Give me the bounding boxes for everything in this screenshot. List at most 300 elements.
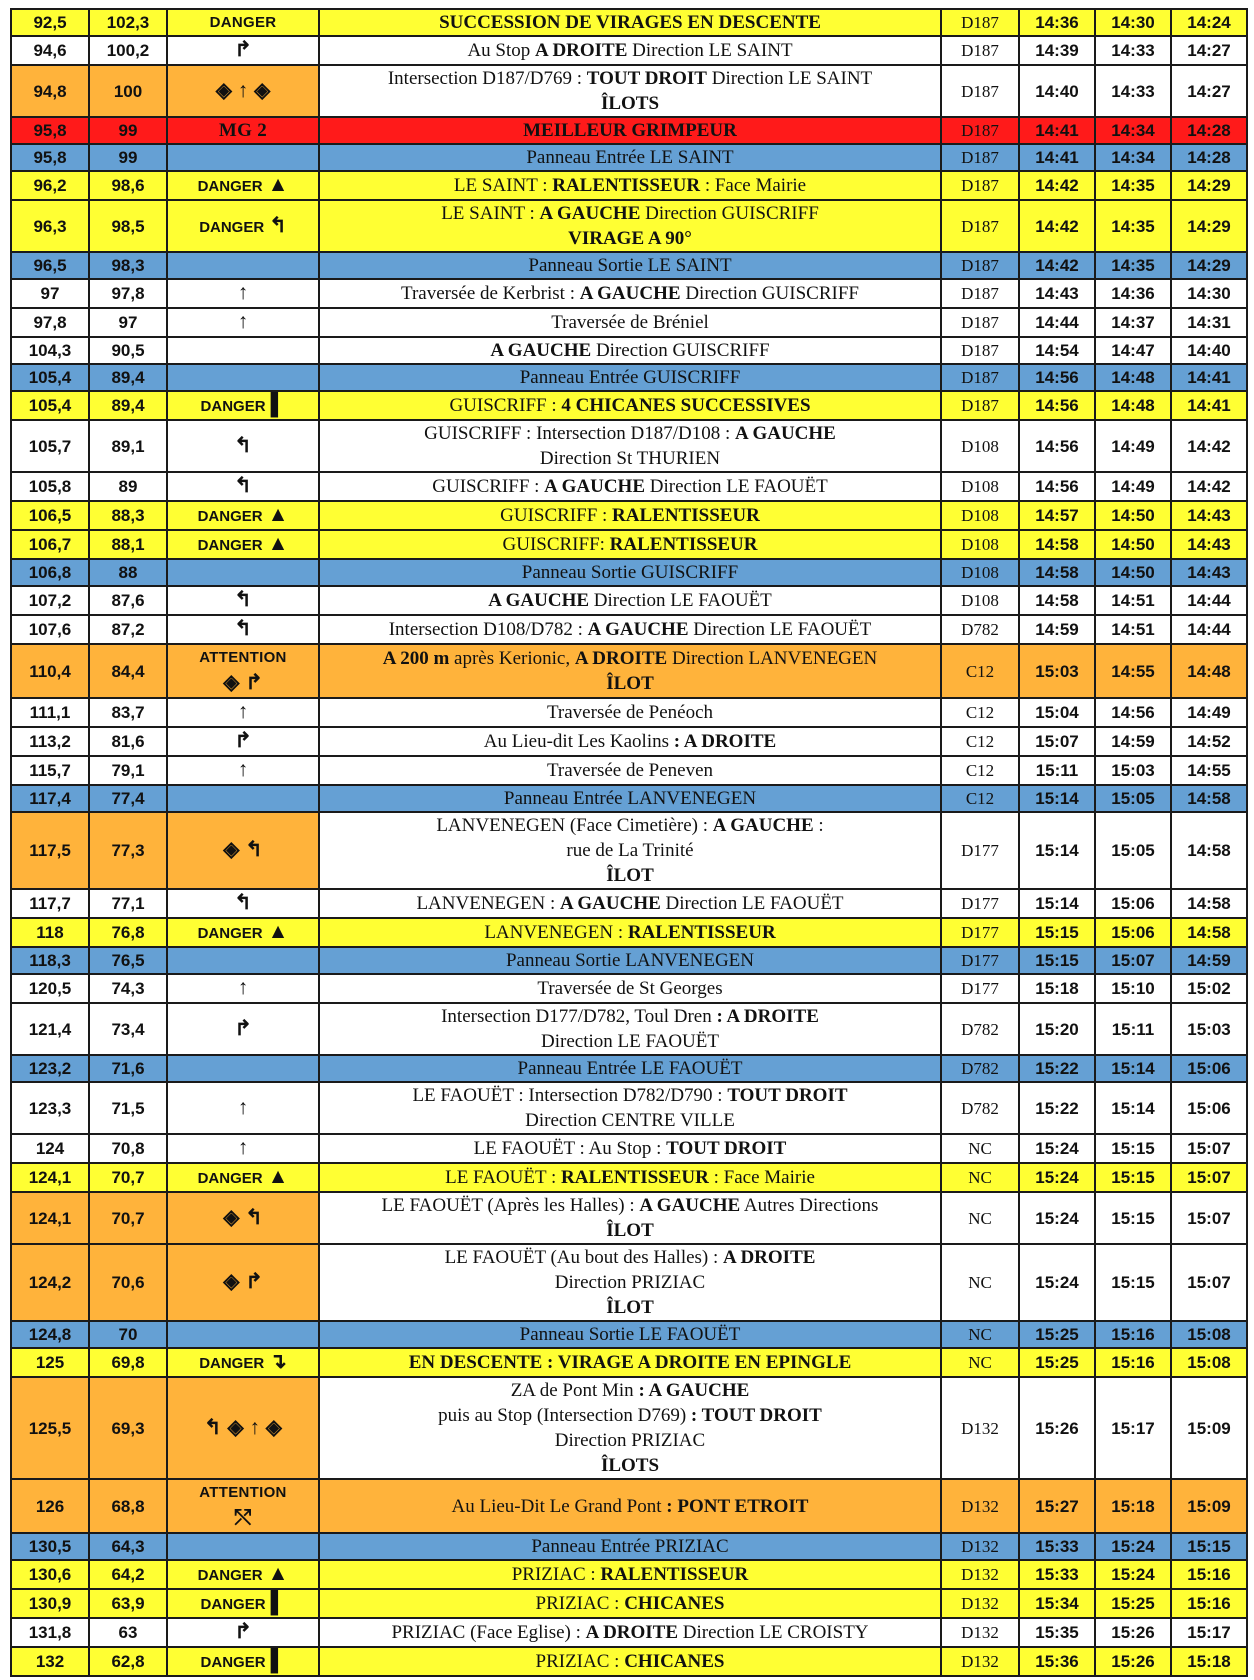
km-remaining-cell: 64,3	[89, 1533, 167, 1560]
road-cell: D177	[941, 812, 1019, 889]
description-line	[324, 617, 936, 642]
time-cell-2: 15:15	[1095, 1244, 1171, 1321]
km-remaining-cell: 68,8	[89, 1479, 167, 1533]
emphasis-text: SUCCESSION DE VIRAGES EN DESCENTE	[439, 12, 821, 33]
time-cell-2: 15:26	[1095, 1618, 1171, 1647]
km-remaining-cell: 90,5	[89, 337, 167, 364]
emphasis-text: A GAUCHE	[587, 619, 689, 640]
emphasis-text: TOUT DROIT	[586, 68, 707, 89]
direction-icon: ↱	[234, 1620, 252, 1643]
time-cell-1: 15:25	[1019, 1321, 1095, 1348]
time-cell-3: 14:30	[1171, 279, 1247, 308]
emphasis-text: EN DESCENTE : VIRAGE A DROITE EN EPINGLE	[408, 1352, 852, 1373]
km-cell: 94,6	[11, 36, 89, 65]
plain-text: Au Lieu-Dit Le Grand Pont	[451, 1495, 667, 1517]
emphasis-text: VIRAGE A 90°	[568, 228, 692, 249]
plain-text: LANVENEGEN (Face Cimetière) :	[436, 815, 713, 836]
time-cell-3: 14:41	[1171, 391, 1247, 420]
description-cell	[319, 1134, 941, 1163]
emphasis-text: ÎLOT	[606, 865, 654, 886]
plain-text: LANVENEGEN :	[484, 922, 628, 943]
signal-cell	[167, 391, 319, 420]
road-cell: D177	[941, 918, 1019, 947]
table-row	[11, 1321, 1247, 1348]
km-remaining-cell: 71,6	[89, 1055, 167, 1082]
description-line	[324, 446, 936, 471]
table-row	[11, 812, 1247, 889]
km-cell: 96,5	[11, 252, 89, 279]
table-row	[11, 918, 1247, 947]
description-line	[324, 786, 936, 811]
road-cell: NC	[941, 1321, 1019, 1348]
description-cell	[319, 698, 941, 727]
signal-cell	[167, 117, 319, 144]
description-line	[324, 1649, 936, 1674]
table-row	[11, 785, 1247, 812]
km-cell: 124,1	[11, 1163, 89, 1192]
description-line	[324, 365, 936, 390]
road-cell: D132	[941, 1533, 1019, 1560]
table-row	[11, 1082, 1247, 1134]
plain-text: : Face Mairie	[708, 1167, 815, 1188]
km-cell: 124,2	[11, 1244, 89, 1321]
time-cell-2: 15:16	[1095, 1321, 1171, 1348]
plain-text: LE FAOUËT : Au Stop :	[473, 1138, 667, 1159]
direction-icon: ↰	[269, 213, 287, 237]
km-remaining-cell: 102,3	[89, 9, 167, 36]
emphasis-text: RALENTISSEUR	[552, 175, 701, 196]
time-cell-3: 15:02	[1171, 974, 1247, 1003]
plain-text: Traversée de St Georges	[537, 978, 723, 999]
description-line	[324, 863, 936, 888]
km-cell: 124,8	[11, 1321, 89, 1348]
road-cell: C12	[941, 756, 1019, 785]
road-cell: D108	[941, 530, 1019, 559]
table-row	[11, 337, 1247, 364]
description-cell	[319, 918, 941, 947]
plain-text: Panneau Sortie GUISCRIFF	[521, 562, 739, 583]
description-cell	[319, 1321, 941, 1348]
description-line	[324, 226, 936, 251]
km-cell: 105,4	[11, 364, 89, 391]
time-cell-3: 15:07	[1171, 1244, 1247, 1321]
signal-cell	[167, 1479, 319, 1533]
table-row	[11, 200, 1247, 252]
time-cell-1: 14:58	[1019, 559, 1095, 586]
time-cell-2: 14:35	[1095, 171, 1171, 200]
time-cell-3: 14:27	[1171, 36, 1247, 65]
km-remaining-cell: 88,3	[89, 501, 167, 530]
description-line	[324, 1591, 936, 1616]
time-cell-1: 14:39	[1019, 36, 1095, 65]
description-line	[324, 1083, 936, 1108]
km-cell: 130,5	[11, 1533, 89, 1560]
time-cell-1: 14:41	[1019, 144, 1095, 171]
direction-icon: ◈ ↑ ◈	[215, 78, 271, 102]
description-line	[324, 38, 936, 63]
description-line	[324, 758, 936, 783]
time-cell-1: 15:03	[1019, 644, 1095, 698]
time-cell-1: 14:56	[1019, 364, 1095, 391]
road-cell: C12	[941, 698, 1019, 727]
road-cell: NC	[941, 1163, 1019, 1192]
table-row	[11, 1560, 1247, 1589]
time-cell-2: 14:55	[1095, 644, 1171, 698]
direction-icon: ↰ ◈ ↑ ◈	[204, 1415, 282, 1439]
time-cell-3: 15:06	[1171, 1082, 1247, 1134]
time-cell-1: 14:42	[1019, 200, 1095, 252]
time-cell-3: 15:18	[1171, 1647, 1247, 1676]
km-remaining-cell: 99	[89, 117, 167, 144]
km-cell: 124,1	[11, 1192, 89, 1244]
road-cell: D177	[941, 947, 1019, 974]
description-cell	[319, 9, 941, 36]
km-cell: 123,2	[11, 1055, 89, 1082]
plain-text: : Face Mairie	[700, 175, 807, 196]
km-cell: 97	[11, 279, 89, 308]
description-line	[324, 813, 936, 838]
signal-label: DANGER	[197, 925, 263, 942]
plain-text: Panneau Entrée PRIZIAC	[531, 1536, 729, 1557]
direction-icon: ↑	[237, 1095, 249, 1119]
km-cell: 105,8	[11, 472, 89, 501]
km-remaining-cell: 81,6	[89, 727, 167, 756]
signal-cell	[167, 1192, 319, 1244]
plain-text: Traversée de Peneven	[546, 760, 714, 781]
description-cell	[319, 1560, 941, 1589]
km-remaining-cell: 98,6	[89, 171, 167, 200]
table-row	[11, 698, 1247, 727]
description-cell	[319, 586, 941, 615]
time-cell-3: 15:07	[1171, 1192, 1247, 1244]
description-line	[324, 1534, 936, 1559]
time-cell-2: 14:36	[1095, 279, 1171, 308]
time-cell-1: 14:44	[1019, 308, 1095, 337]
km-remaining-cell: 76,5	[89, 947, 167, 974]
road-cell: C12	[941, 785, 1019, 812]
description-line	[324, 700, 936, 725]
description-line	[324, 920, 936, 945]
signal-cell	[167, 1134, 319, 1163]
description-line	[324, 1295, 936, 1320]
plain-text: PRIZIAC :	[535, 1651, 625, 1672]
emphasis-text: RALENTISSEUR	[561, 1167, 709, 1188]
description-cell	[319, 200, 941, 252]
signal-cell	[167, 1348, 319, 1377]
road-cell: NC	[941, 1192, 1019, 1244]
km-remaining-cell: 63	[89, 1618, 167, 1647]
plain-text: rue de La Trinité	[566, 840, 694, 861]
time-cell-2: 15:17	[1095, 1377, 1171, 1479]
time-cell-3: 15:06	[1171, 1055, 1247, 1082]
direction-icon: ↑	[237, 1136, 249, 1159]
road-cell: D132	[941, 1589, 1019, 1618]
description-cell	[319, 364, 941, 391]
plain-text: Direction St THURIEN	[539, 448, 721, 469]
km-remaining-cell: 100,2	[89, 36, 167, 65]
plain-text: Direction LE FAOUËT	[589, 590, 772, 611]
description-line	[324, 838, 936, 863]
description-line	[324, 173, 936, 198]
km-cell: 118,3	[11, 947, 89, 974]
emphasis-text: A DROITE	[723, 1247, 816, 1268]
signal-label: ATTENTION	[199, 1484, 287, 1501]
km-remaining-cell: 97,8	[89, 279, 167, 308]
emphasis-text: A GAUCHE	[490, 340, 592, 361]
plain-text: Direction CENTRE VILLE	[525, 1110, 735, 1131]
time-cell-1: 14:56	[1019, 420, 1095, 472]
road-cell: NC	[941, 1134, 1019, 1163]
time-cell-3: 14:29	[1171, 252, 1247, 279]
description-cell	[319, 644, 941, 698]
description-cell	[319, 947, 941, 974]
plain-text: Panneau Entrée LANVENEGEN	[503, 788, 757, 809]
plain-text: LANVENEGEN :	[416, 893, 560, 914]
emphasis-text: RALENTISSEUR	[600, 1564, 749, 1585]
plain-text: Autres Directions	[740, 1195, 879, 1216]
road-cell: D177	[941, 889, 1019, 918]
plain-text: Traversée de Penéoch	[546, 702, 714, 723]
description-line	[324, 1562, 936, 1587]
km-cell: 130,9	[11, 1589, 89, 1618]
km-cell: 120,5	[11, 974, 89, 1003]
emphasis-text: : TOUT DROIT	[690, 1405, 822, 1426]
road-cell: C12	[941, 644, 1019, 698]
km-remaining-cell: 77,4	[89, 785, 167, 812]
plain-text: PRIZIAC :	[511, 1564, 601, 1585]
time-cell-2: 14:48	[1095, 364, 1171, 391]
emphasis-text: A DROITE	[585, 1622, 679, 1643]
direction-icon: ↱	[234, 729, 252, 752]
time-cell-3: 15:03	[1171, 1003, 1247, 1055]
time-cell-3: 15:07	[1171, 1134, 1247, 1163]
km-remaining-cell: 63,9	[89, 1589, 167, 1618]
description-cell	[319, 1479, 941, 1533]
signal-cell	[167, 308, 319, 337]
time-cell-2: 15:24	[1095, 1533, 1171, 1560]
direction-icon: ▲	[267, 503, 289, 526]
description-line	[324, 1165, 936, 1190]
time-cell-3: 14:58	[1171, 812, 1247, 889]
description-cell	[319, 974, 941, 1003]
table-row	[11, 1055, 1247, 1082]
time-cell-2: 15:15	[1095, 1134, 1171, 1163]
direction-icon: ⤲	[234, 1506, 252, 1529]
km-remaining-cell: 64,2	[89, 1560, 167, 1589]
plain-text: Au Stop	[467, 40, 536, 61]
road-cell: D187	[941, 117, 1019, 144]
km-remaining-cell: 89	[89, 472, 167, 501]
table-row	[11, 65, 1247, 117]
description-line	[324, 1453, 936, 1478]
road-cell: NC	[941, 1348, 1019, 1377]
time-cell-2: 15:14	[1095, 1055, 1171, 1082]
roadbook-table	[10, 8, 1248, 1677]
km-remaining-cell: 74,3	[89, 974, 167, 1003]
direction-icon: ↑	[237, 976, 249, 999]
road-cell: D187	[941, 279, 1019, 308]
time-cell-3: 15:09	[1171, 1479, 1247, 1533]
description-line	[324, 1245, 936, 1270]
description-line	[324, 421, 936, 446]
table-row	[11, 308, 1247, 337]
time-cell-2: 14:33	[1095, 65, 1171, 117]
description-line	[324, 474, 936, 499]
time-cell-1: 15:20	[1019, 1003, 1095, 1055]
road-cell: D782	[941, 1003, 1019, 1055]
table-row	[11, 1647, 1247, 1676]
signal-cell	[167, 200, 319, 252]
emphasis-text: A GAUCHE	[579, 283, 681, 304]
emphasis-text: RALENTISSEUR	[612, 505, 760, 526]
emphasis-text: RALENTISSEUR	[627, 922, 776, 943]
table-row	[11, 530, 1247, 559]
description-cell	[319, 1003, 941, 1055]
emphasis-text: 4 CHICANES SUCCESSIVES	[561, 395, 811, 416]
plain-text: Direction GUISCRIFF	[680, 283, 859, 304]
time-cell-2: 14:47	[1095, 337, 1171, 364]
time-cell-1: 15:26	[1019, 1377, 1095, 1479]
signal-cell	[167, 1560, 319, 1589]
km-remaining-cell: 70,6	[89, 1244, 167, 1321]
direction-icon: ▌	[270, 393, 286, 416]
km-cell: 117,7	[11, 889, 89, 918]
signal-label: MG 2	[218, 120, 268, 141]
signal-cell	[167, 615, 319, 644]
time-cell-1: 14:36	[1019, 9, 1095, 36]
emphasis-text: CHICANES	[624, 1593, 725, 1614]
table-row	[11, 1163, 1247, 1192]
road-cell: D132	[941, 1377, 1019, 1479]
plain-text: PRIZIAC (Face Eglise) :	[391, 1622, 586, 1643]
signal-label: ATTENTION	[199, 649, 287, 666]
time-cell-2: 14:51	[1095, 586, 1171, 615]
plain-text: PRIZIAC :	[535, 1593, 625, 1614]
description-line	[324, 1620, 936, 1645]
signal-cell	[167, 1377, 319, 1479]
km-cell: 117,5	[11, 812, 89, 889]
time-cell-3: 14:52	[1171, 727, 1247, 756]
table-row	[11, 472, 1247, 501]
direction-icon: ◈ ↱	[223, 671, 263, 694]
direction-icon: ▲	[267, 1165, 289, 1188]
time-cell-1: 14:41	[1019, 117, 1095, 144]
road-cell: D187	[941, 65, 1019, 117]
emphasis-text: A GAUCHE	[544, 476, 645, 497]
direction-icon: ↰	[234, 617, 252, 640]
signal-cell	[167, 144, 319, 171]
description-line	[324, 10, 936, 35]
signal-cell	[167, 1082, 319, 1134]
km-cell: 125,5	[11, 1377, 89, 1479]
table-row	[11, 1618, 1247, 1647]
km-remaining-cell: 89,4	[89, 364, 167, 391]
km-cell: 105,4	[11, 391, 89, 420]
time-cell-2: 14:35	[1095, 252, 1171, 279]
direction-icon: ▲	[267, 1562, 289, 1585]
table-row	[11, 36, 1247, 65]
signal-cell	[167, 559, 319, 586]
road-cell: D187	[941, 337, 1019, 364]
plain-text: LE FAOUËT : Intersection D782/D790 :	[412, 1085, 728, 1106]
road-cell: D187	[941, 171, 1019, 200]
table-row	[11, 1134, 1247, 1163]
km-remaining-cell: 99	[89, 144, 167, 171]
plain-text: GUISCRIFF :	[500, 505, 613, 526]
km-remaining-cell: 71,5	[89, 1082, 167, 1134]
time-cell-2: 14:59	[1095, 727, 1171, 756]
table-row	[11, 1589, 1247, 1618]
time-cell-2: 15:26	[1095, 1647, 1171, 1676]
table-row	[11, 615, 1247, 644]
time-cell-3: 14:43	[1171, 501, 1247, 530]
time-cell-2: 15:16	[1095, 1348, 1171, 1377]
km-cell: 113,2	[11, 727, 89, 756]
signal-label: DANGER	[197, 508, 263, 525]
km-cell: 96,3	[11, 200, 89, 252]
time-cell-1: 15:15	[1019, 918, 1095, 947]
km-cell: 106,8	[11, 559, 89, 586]
signal-cell	[167, 586, 319, 615]
time-cell-3: 14:58	[1171, 785, 1247, 812]
time-cell-2: 15:15	[1095, 1192, 1171, 1244]
km-cell: 117,4	[11, 785, 89, 812]
description-cell	[319, 559, 941, 586]
plain-text: Intersection D177/D782, Toul Dren	[441, 1006, 717, 1027]
time-cell-3: 14:27	[1171, 65, 1247, 117]
emphasis-text: TOUT DROIT	[666, 1138, 787, 1159]
time-cell-2: 14:49	[1095, 472, 1171, 501]
km-remaining-cell: 88	[89, 559, 167, 586]
description-cell	[319, 144, 941, 171]
emphasis-text: A GAUCHE	[639, 1195, 741, 1216]
km-cell: 106,5	[11, 501, 89, 530]
time-cell-2: 14:35	[1095, 200, 1171, 252]
plain-text: Direction LE FAOUËT	[645, 476, 828, 497]
description-line	[324, 1270, 936, 1295]
time-cell-3: 14:43	[1171, 530, 1247, 559]
table-row	[11, 252, 1247, 279]
plain-text: Intersection D187/D769 :	[387, 68, 587, 89]
signal-cell	[167, 727, 319, 756]
signal-label: DANGER	[200, 1654, 266, 1671]
description-line	[324, 281, 936, 306]
emphasis-text: A GAUCHE	[539, 203, 641, 224]
plain-text: puis au Stop (Intersection D769)	[438, 1405, 691, 1426]
description-cell	[319, 615, 941, 644]
table-row	[11, 171, 1247, 200]
signal-label: DANGER	[197, 537, 263, 554]
road-cell: D108	[941, 559, 1019, 586]
signal-label: DANGER	[200, 1596, 266, 1613]
description-line	[324, 1350, 936, 1375]
time-cell-1: 14:43	[1019, 279, 1095, 308]
km-remaining-cell: 100	[89, 65, 167, 117]
signal-cell	[167, 1055, 319, 1082]
direction-icon: ↑	[237, 700, 249, 723]
plain-text: après Kerionic,	[449, 648, 575, 669]
time-cell-1: 14:58	[1019, 530, 1095, 559]
time-cell-3: 14:58	[1171, 889, 1247, 918]
km-cell: 130,6	[11, 1560, 89, 1589]
description-line	[324, 91, 936, 116]
signal-label: DANGER	[209, 14, 277, 31]
description-cell	[319, 337, 941, 364]
signal-cell	[167, 279, 319, 308]
time-cell-3: 15:17	[1171, 1618, 1247, 1647]
time-cell-2: 15:05	[1095, 785, 1171, 812]
road-cell: D108	[941, 420, 1019, 472]
